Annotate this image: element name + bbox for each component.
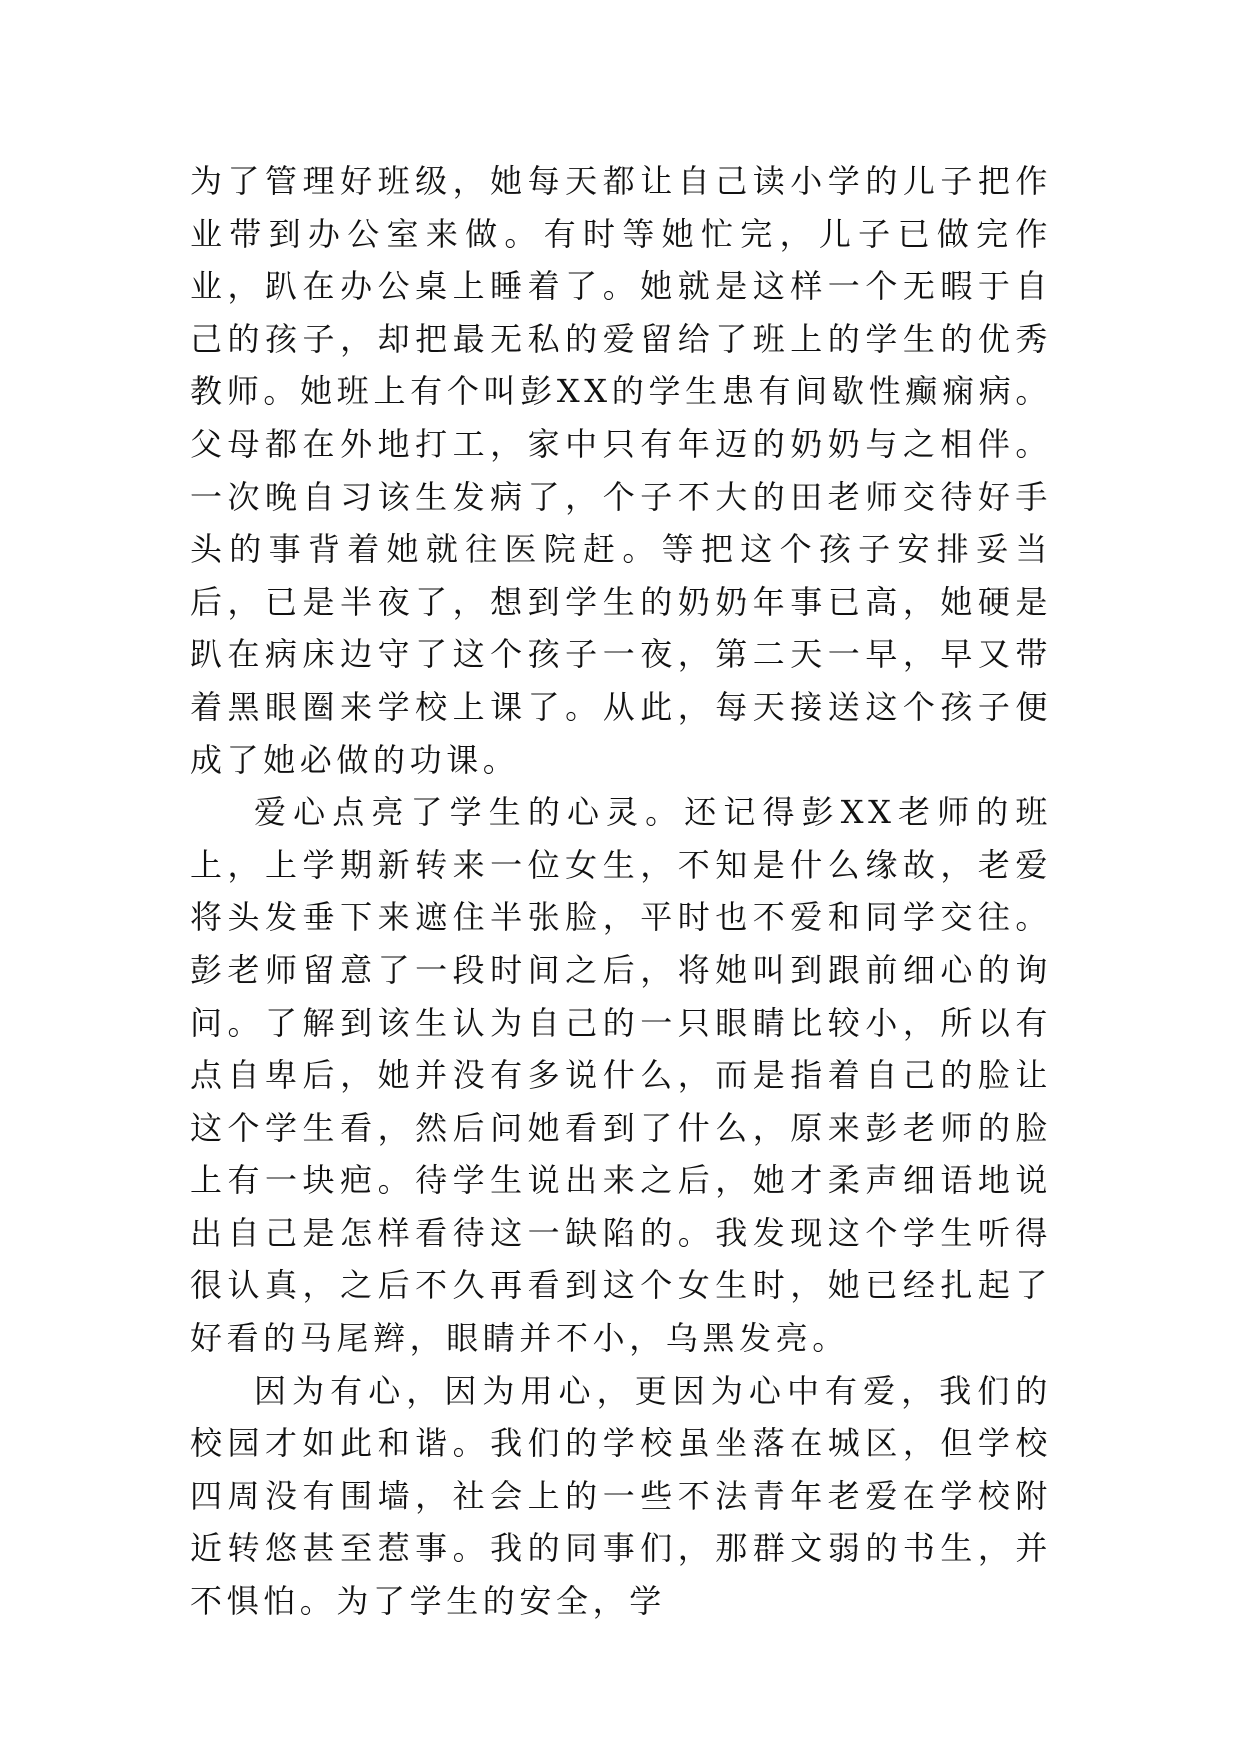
paragraph-2: 爱心点亮了学生的心灵。还记得彭XX老师的班上，上学期新转来一位女生，不知是什么缘故，老爱将头发垂下来遮住半张脸，平时也不爱和同学交往。彭老师留意了一段时间之后，将她叫到跟前细心的询问。了解到该生认为自己的一只眼睛比较小，所以有点自卑后，她并没有多说什么，而是指着自己的脸让这个学生看，然后问她看到了什么，原来彭老师的脸上有一块疤。待学生说出来之后，她才柔声细语地说出自己是怎样看待这一缺陷的。我发现这个学生听得很认真，之后不久再看到这个女生时，她已经扎起了好看的马尾辫，眼睛并不小，乌黑发亮。 bbox=[190, 793, 1052, 1358]
paragraph-1: 为了管理好班级，她每天都让自己读小学的儿子把作业带到办公室来做。有时等她忙完，儿子已做完作业，趴在办公桌上睡着了。她就是这样一个无暇于自己的孩子，却把最无私的爱留给了班上的学生的优秀教师。她班上有个叫彭XX的学生患有间歇性癫痫病。父母都在外地打工，家中只有年迈的奶奶与之相伴。一次晚自习该生发病了，个子不大的田老师交待好手头的事背着她就往医院赶。等把这个孩子安排妥当后，已是半夜了，想到学生的奶奶年事已高，她硬是趴在病床边守了这个孩子一夜，第二天一早，早又带着黑眼圈来学校上课了。从此，每天接送这个孩子便成了她必做的功课。 bbox=[190, 162, 1052, 779]
body-text bbox=[190, 155, 1052, 1628]
paragraph-3: 因为有心，因为用心，更因为心中有爱，我们的校园才如此和谐。我们的学校虽坐落在城区，但学校四周没有围墙，社会上的一些不法青年老爱在学校附近转悠甚至惹事。我的同事们，那群文弱的书生，并不惧怕。为了学生的安全，学 bbox=[190, 1371, 1052, 1621]
